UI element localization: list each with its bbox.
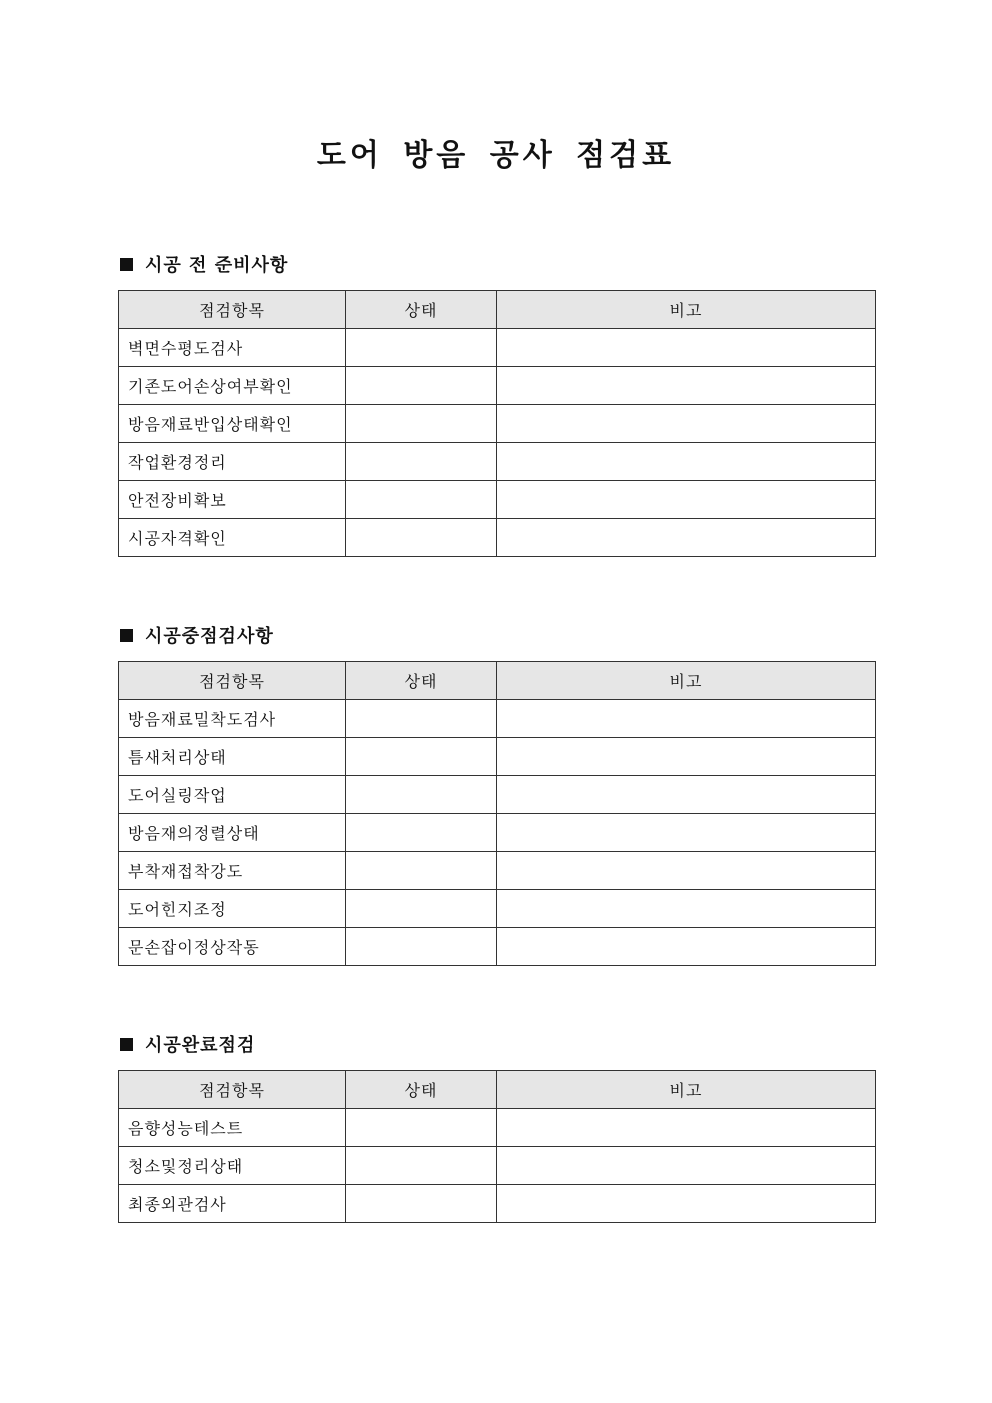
note-cell[interactable]	[497, 890, 876, 928]
item-label: 기존도어손상여부확인	[119, 367, 346, 405]
section-pre-construction	[118, 251, 875, 557]
section-heading	[118, 251, 875, 277]
note-cell[interactable]	[497, 481, 876, 519]
header-note: 비고	[497, 662, 876, 700]
table-row	[119, 329, 876, 367]
status-cell[interactable]	[346, 776, 497, 814]
note-cell[interactable]	[497, 738, 876, 776]
section-during-construction	[118, 622, 875, 966]
status-cell[interactable]	[346, 890, 497, 928]
note-cell[interactable]	[497, 1109, 876, 1147]
section-heading	[118, 622, 875, 648]
note-cell[interactable]	[497, 700, 876, 738]
status-cell[interactable]	[346, 700, 497, 738]
table-row	[119, 481, 876, 519]
table-row	[119, 776, 876, 814]
header-item: 점검항목	[119, 662, 346, 700]
table-header-row	[119, 291, 876, 329]
square-bullet-icon	[120, 258, 133, 271]
table-row	[119, 405, 876, 443]
section-completion	[118, 1031, 875, 1223]
note-cell[interactable]	[497, 405, 876, 443]
checklist-table	[118, 1070, 876, 1223]
header-note: 비고	[497, 1071, 876, 1109]
square-bullet-icon	[120, 1038, 133, 1051]
item-label: 틈새처리상태	[119, 738, 346, 776]
square-bullet-icon	[120, 629, 133, 642]
header-item: 점검항목	[119, 291, 346, 329]
table-row	[119, 700, 876, 738]
table-row	[119, 852, 876, 890]
status-cell[interactable]	[346, 928, 497, 966]
checklist-table	[118, 661, 876, 966]
item-label: 방음재료반입상태확인	[119, 405, 346, 443]
item-label: 방음재의정렬상태	[119, 814, 346, 852]
table-row	[119, 443, 876, 481]
item-label: 벽면수평도검사	[119, 329, 346, 367]
table-header-row	[119, 662, 876, 700]
status-cell[interactable]	[346, 405, 497, 443]
item-label: 도어힌지조정	[119, 890, 346, 928]
note-cell[interactable]	[497, 852, 876, 890]
status-cell[interactable]	[346, 519, 497, 557]
table-row	[119, 814, 876, 852]
item-label: 시공자격확인	[119, 519, 346, 557]
status-cell[interactable]	[346, 481, 497, 519]
table-row	[119, 738, 876, 776]
checklist-table	[118, 290, 876, 557]
table-row	[119, 928, 876, 966]
note-cell[interactable]	[497, 329, 876, 367]
header-status: 상태	[346, 291, 497, 329]
section-heading	[118, 1031, 875, 1057]
note-cell[interactable]	[497, 776, 876, 814]
note-cell[interactable]	[497, 928, 876, 966]
item-label: 안전장비확보	[119, 481, 346, 519]
item-label: 청소및정리상태	[119, 1147, 346, 1185]
status-cell[interactable]	[346, 1109, 497, 1147]
item-label: 최종외관검사	[119, 1185, 346, 1223]
note-cell[interactable]	[497, 519, 876, 557]
item-label: 도어실링작업	[119, 776, 346, 814]
item-label: 작업환경정리	[119, 443, 346, 481]
status-cell[interactable]	[346, 852, 497, 890]
table-row	[119, 1109, 876, 1147]
status-cell[interactable]	[346, 367, 497, 405]
note-cell[interactable]	[497, 1185, 876, 1223]
table-header-row	[119, 1071, 876, 1109]
item-label: 음향성능테스트	[119, 1109, 346, 1147]
status-cell[interactable]	[346, 329, 497, 367]
section-title: 시공완료점검	[145, 1035, 256, 1056]
table-row	[119, 890, 876, 928]
header-status: 상태	[346, 662, 497, 700]
item-label: 부착재접착강도	[119, 852, 346, 890]
note-cell[interactable]	[497, 367, 876, 405]
header-status: 상태	[346, 1071, 497, 1109]
table-row	[119, 367, 876, 405]
status-cell[interactable]	[346, 1147, 497, 1185]
note-cell[interactable]	[497, 1147, 876, 1185]
item-label: 방음재료밀착도검사	[119, 700, 346, 738]
header-item: 점검항목	[119, 1071, 346, 1109]
page-title: 도어 방음 공사 점검표	[316, 138, 676, 173]
table-row	[119, 519, 876, 557]
status-cell[interactable]	[346, 1185, 497, 1223]
item-label: 문손잡이정상작동	[119, 928, 346, 966]
header-note: 비고	[497, 291, 876, 329]
status-cell[interactable]	[346, 443, 497, 481]
note-cell[interactable]	[497, 814, 876, 852]
note-cell[interactable]	[497, 443, 876, 481]
section-title: 시공 전 준비사항	[145, 255, 289, 276]
status-cell[interactable]	[346, 814, 497, 852]
section-title: 시공중점검사항	[145, 626, 274, 647]
table-row	[119, 1147, 876, 1185]
table-row	[119, 1185, 876, 1223]
status-cell[interactable]	[346, 738, 497, 776]
